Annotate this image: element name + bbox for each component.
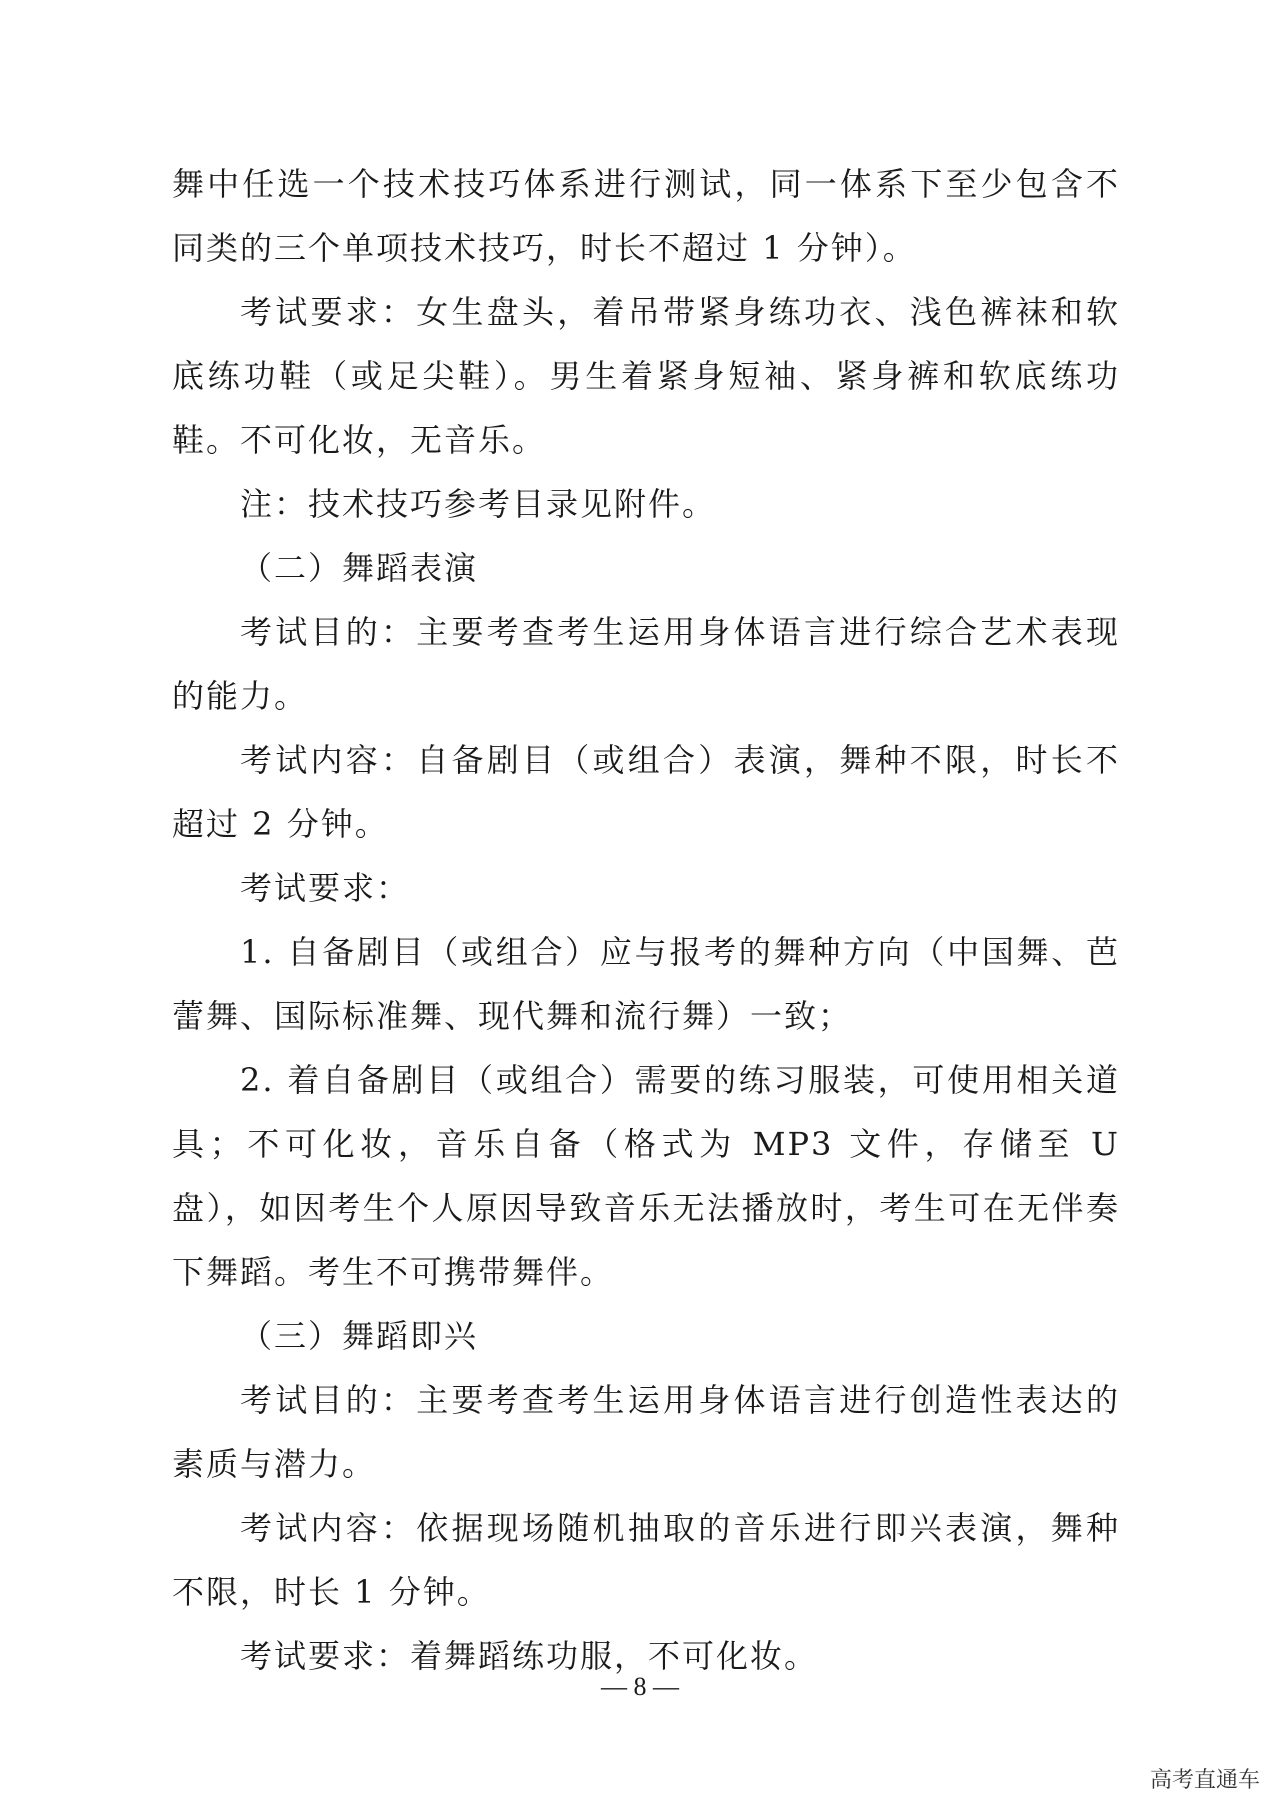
paragraph-exam-content-3: 考试内容：依据现场随机抽取的音乐进行即兴表演，舞种不限，时长 1 分钟。	[172, 1509, 1120, 1611]
paragraph-exam-requirements-3: 考试要求：着舞蹈练功服，不可化妆。	[240, 1637, 819, 1675]
paragraph-exam-purpose-2: 考试目的：主要考查考生运用身体语言进行综合艺术表现的能力。	[172, 613, 1120, 715]
list-item-1: 1. 自备剧目（或组合）应与报考的舞种方向（中国舞、芭蕾舞、国际标准舞、现代舞和流行舞）一致；	[172, 933, 1120, 1035]
paragraph-note: 注：技术技巧参考目录见附件。	[240, 485, 717, 523]
list-item-2: 2. 着自备剧目（或组合）需要的练习服装，可使用相关道具；不可化妆，音乐自备（格式为 MP3 文件，存储至 U 盘），如因考生个人原因导致音乐无法播放时，考生可在无伴奏下舞蹈。考生不可携带舞伴。	[172, 1061, 1120, 1291]
paragraph-exam-content-2: 考试内容：自备剧目（或组合）表演，舞种不限，时长不超过 2 分钟。	[172, 741, 1120, 843]
paragraph-continuation: 舞中任选一个技术技巧体系进行测试，同一体系下至少包含不同类的三个单项技术技巧，时长不超过 1 分钟）。	[172, 165, 1120, 267]
section-heading-dance-improvisation: （三）舞蹈即兴	[240, 1317, 479, 1355]
page-number: — 8 —	[601, 1672, 679, 1701]
paragraph-exam-requirements-1: 考试要求：女生盘头，着吊带紧身练功衣、浅色裤袜和软底练功鞋（或足尖鞋）。男生着紧身短袖、紧身裤和软底练功鞋。不可化妆，无音乐。	[172, 293, 1120, 459]
section-heading-dance-performance: （二）舞蹈表演	[240, 549, 479, 587]
document-body	[172, 152, 1120, 1688]
watermark-logo: 高考直通车	[1146, 1761, 1264, 1796]
paragraph-exam-purpose-3: 考试目的：主要考查考生运用身体语言进行创造性表达的素质与潜力。	[172, 1381, 1120, 1483]
paragraph-exam-requirements-label: 考试要求：	[240, 869, 411, 907]
